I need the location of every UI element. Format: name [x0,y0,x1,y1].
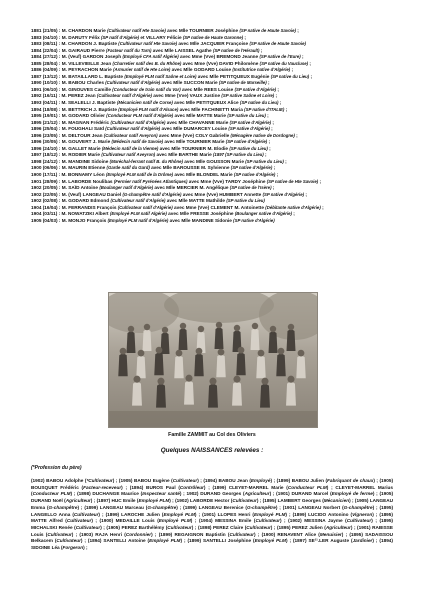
profession-note: (SP native d'Algérie) [233,172,276,178]
record-text: ; [267,145,271,151]
record-text: ; [267,139,271,145]
profession-note: (SP native d'Algérie) [228,126,270,132]
record-text: 1895 (19/01) : M. GODARD Olivier [31,113,107,119]
profession-note: (Cultivateur natif Aveyron) [101,152,156,158]
birth-record: 1902) DURAND Georges (Agriculteur) ; [186,491,277,497]
birth-record: (1894) SANTELLI Antoine (Employé PLM) ; [87,538,188,544]
record-text: avec Mlle MATTE Marie [173,113,228,119]
profession-note: (Cultivateur natif d'Algérie) [105,126,161,132]
record-text: 1904 (03/11) : M. NOWATZIKI Albert [31,211,110,217]
record-text: avec Mlle BLONDEL Marie [173,172,234,178]
profession-note: (SP native de Haute Savoie) [239,28,296,33]
profession-note: (Employé PLM natif d'Alsace) [118,106,179,112]
record-text: 1883 (08/11) : M. CHARDON J. Baptiste [31,41,119,47]
record-text: ; [318,178,322,184]
record-text: 1901 (28/09) : M. LABORDE Noulibas [31,178,114,184]
record-text: ; [291,211,295,217]
record-text: avec Mme (Vve) HUMBERT Annette [181,191,263,197]
birth-record: (1899) LANGEAU Marceau (G-champêtre) ; [84,504,184,510]
profession-note: (SP native d'Algérie) [230,165,273,171]
profession-note: (Boulanger native d'Algérie) [234,211,292,217]
birth-record: (1905) PEREZ Barthélémy (Cultivateur) ; [106,524,198,530]
profession-note: (Débitante native d'Algérie) [265,204,321,210]
record-text: 1904 (16/04) : M. FERRANDIS François [31,204,118,210]
record-text: avec Mlle MANDINE Sidonie [168,217,234,223]
profession-note: (Mécanicien natif de Corse) [116,100,173,106]
birth-record: (1900) RENAVENT Alice (Menuisier) ; [261,531,350,537]
record-text: 1893 (04/11) : M. SEALELLI J. Baptiste [31,100,117,106]
birth-record: (1900) MEDAILLE Louis (Employé PLM) ; [99,518,199,524]
record-text: 1897 (18/12) : M. RODIER Marie [31,152,102,158]
birth-record: (1895) LAMBERT Georges (Mécanicien) ; [262,498,355,504]
birth-record: (1898) DUCHANGE Maurice (Inspecteur santé) ; [77,491,187,497]
birth-record: (1903) RAJA Henri (Cordonnier) ; [79,531,159,537]
birth-record: (1895) MATTE Alfred (Cultivateur) ; [31,511,393,524]
profession-note: (SP native de Hte Savoie) [266,178,319,184]
profession-note: (SP native d'Algérie) [234,86,277,92]
profession-note: (Maréchal-ferrant natif B. du Rhône) [109,158,183,164]
record-text: ; [320,204,324,210]
profession-note: (SP native du Lieu) [227,113,266,119]
record-text: ; [275,172,279,178]
record-text: ; [271,185,275,191]
profession-note: (SP native d'ITALIE) [244,106,285,112]
profession-note: (Employé PLM natif Saône et Loire) [124,73,197,79]
profession-note: (Boulanger natif d'Algérie) [99,185,154,191]
record-text: 1902 (22/05) : M. (Veuf) LANGEAU Daniel [31,191,123,197]
record-text: ; [309,73,313,79]
record-text: avec Mme (Vve) DAVID Philomène [181,60,260,66]
record-text: avec Mlle PETITQUEUX Eugénie [196,73,271,79]
record-text: 1885 (28/04) : M. VILLEVIEILLE Jean [31,60,113,66]
profession-note: (SP native du Lieu) [239,100,279,106]
record-text: 1902 (02/08) : M. GODARD Edmond [31,198,111,204]
profession-note: (Employé PLM natif de la Drôme) [105,172,174,178]
profession-note: (Conducteur de train natif du Var) [112,86,181,92]
record-text: ; [276,86,279,92]
births-heading: Quelques NAISSANCES relevées : [160,447,264,454]
profession-note: (SP native du Vaucluse) [259,60,309,66]
profession-note: (Cultivateur natif d'Algérie) [110,198,166,204]
record-text: ; [269,126,273,132]
profession-note: (Employé PLM natif Algérie) [109,211,167,217]
profession-note: (Cultivateur natif Hte Savoie) [107,28,166,33]
profession-note: (SP native de Haute Garonne) [182,34,244,40]
record-text: avec Mme (Vve) VAUX Justine [151,93,222,99]
profession-note: (SP native de Marseille) [218,80,267,86]
record-text: avec Mlle GODARD Louise [170,67,233,73]
birth-record: (1899) CLEYET-MARREL Marie (Conducteur PLM) ; [212,484,336,490]
birth-record: (1898) PEREZ Claire (Cultivateur) ; [197,524,277,530]
profession-note: (Garde natif du Gard) [106,165,150,171]
births-note: (*Profession du père) [31,465,82,471]
profession-note: (SP native du Lieu) [270,73,310,79]
profession-note: (Fermier natif Pyrénées Atlantiques) [113,178,188,184]
profession-note: (1897 (SP native du Lieu) [213,152,264,158]
record-text: ; [300,54,304,60]
birth-record: (1894) BABOU Jean (Employé) ; [203,478,277,483]
family-photo-image [109,293,317,427]
record-text: ; [271,119,274,125]
record-text: 1884 (22/04) : M. GAIRAUD Pierre [31,47,107,53]
record-text: avec Mlle CHAVANNE Marie [165,119,230,125]
profession-note: (Cultivateur natif d'Algérie) [105,80,161,86]
record-text: ; [284,106,288,112]
birth-record: (1905) LANGEAU Emma (G-champêtre) ; [31,498,393,510]
birth-record: (1897) HUC Emile (Employé PLM) ; [96,498,176,504]
profession-note: (SP native du Lieu) [229,145,268,151]
birth-record: (1905) DURAND Noël (Agriculteur) ; [31,491,394,504]
record-text: ; [290,67,294,73]
birth-record: (1902) BABOU Adolphe (*Cultivateur) ; [31,478,119,483]
record-text: avec Mlle BARTHE Marie [155,152,213,158]
record-text: ; [263,152,267,158]
record-text: 1883 (04/10) : M. DARUTY Félix [31,34,101,40]
profession-note: (SP native de l'Isère) [229,185,272,191]
record-text: 1894 (18/08) : M. BETTRICH J. Baptiste [31,106,119,112]
record-text: 1895 (21/12) : M. MAGNAN Frédéric [31,119,111,125]
record-text: avec Mlle DUMARCEY Louise [160,126,229,132]
record-text: ; [304,191,307,197]
profession-note: (Cultivateur natif d'Algérie) [96,93,152,99]
birth-record: (1899) LAROCHE Julien (Employé PLM) ; [105,511,203,517]
record-text: et VILLARY Félicie [139,34,183,40]
profession-note: (Cultivateur natif d'Algérie) [117,204,173,210]
record-text: avec Mlle SUCCON Marie [160,80,219,86]
marriage-record [31,218,401,225]
profession-note: (SP native Saône et Loire) [221,93,275,99]
record-text: 1896 (30/05) : M. GOUVERT J. Marie [31,139,112,145]
record-text: 1900 (06/06) : M. MAURIN Etienne [31,165,107,171]
profession-note: (SP native du Lieu) [245,158,284,164]
profession-note: (SP native de Haute Savoie) [249,41,306,47]
birth-record: (1905) BABOU Eugène (Cultivateur) ; [118,478,204,483]
record-text: ; [274,93,278,99]
record-text: avec Mme (Vve) COLY Gabrielle [157,132,231,138]
birth-record: (1905) BOUSQUET Frédéric (Facteur-receveur) ; [31,478,394,490]
record-text: avec Mlle REES Louise [180,86,235,92]
profession-note: (SP native du Lieu) [226,198,265,204]
record-text: ; [283,158,287,164]
profession-note: (G-champêtre natif d'Algérie) [122,191,182,197]
record-text: 1891 (06/10) : M. GINOUVES Camille [31,86,113,92]
record-text: ; [308,60,311,66]
birth-record: (1899) LUCIDO Antonino (Vigneron) ; [292,511,380,517]
record-text: avec Mlle PETITQUEUX Alice [172,100,240,106]
birth-record: (1899) SANTELLI Joséphine (Employé PLM) ; [187,538,293,544]
profession-note: (Cultivateur natif Aveyron) [103,132,158,138]
record-text: 1896 (24/10) : M. GALLET Marie [31,145,102,151]
birth-record: (1895) LANGELLO Anna (Cultivateur) ; [31,504,394,517]
birth-record: CLEYET-MARREL Marius (Conducteur PLM) ; [31,484,393,497]
profession-note: (Employé CFA natif Algérie) [122,54,179,60]
record-text: 1902 (20/05) : M. SAÏD Antoine [31,185,100,191]
profession-note: (Cultivateur natif d'Algérie) [110,119,166,125]
record-text: 1884 (27/12) : M. (Veuf) GARDON Joseph [31,54,123,60]
record-text: avec Mme (Vve) TARDY Joséphine [187,178,267,184]
record-text: ; [295,28,299,33]
profession-note: (Charretier natif des B. du Rhône) [112,60,182,66]
record-text: 1881 (21/05) : M. CHARDON Marie [31,28,108,33]
record-text: avec Mlle GOUSSON Marie [182,158,246,164]
record-text: avec Mme (Vve) CLEMENT M. Antoinette [172,204,266,210]
profession-note: (SP native de l'Eure) [259,54,301,60]
birth-record: (1899) BABOU Julien (Fabriquant de chaux) ; [276,478,380,483]
record-text: avec Mlle JACQUIER Françoise [177,41,250,47]
record-text: avec Mlle TOURNIER Marie [163,139,226,145]
photo-caption: Famille ZAMMIT au Col des Oliviers [168,432,256,438]
birth-record: (1902) MESSINA Jayme (Cultivateur) ; [288,518,380,524]
record-text: ; [294,132,298,138]
birth-record: (1894) BUROS Paul (Contrôleur) ; [129,484,213,490]
birth-record: (1901) RABISSE Louis (Cultivateur) ; [31,524,393,537]
birth-record: (1894) SIDOINE Léa (Forgeron) ; [31,538,393,551]
record-text: avec Mlle LAISSEL Agathe [151,47,213,53]
record-text: ; [266,80,270,86]
profession-note: (SP native d'Algérie) [225,139,268,145]
profession-note: (Médecin natif de la Vienne) [101,145,159,151]
profession-note: (SP native de l'Hérault) [212,47,260,53]
birth-record: (1897) SE¹¹.LER Auguste (Jardinier) ; [292,538,380,544]
record-text: avec Mlle MERCIER M. Angélique [153,185,230,191]
record-text: 1900 (17/11) : M. BONNAMY Léon [31,172,106,178]
profession-note: (Médecin natif de Savoie) [111,139,164,145]
marriage-records-list [31,28,401,224]
birth-record: (1895) SADAISSOU Belkacem (Cultivateur) ; [31,531,394,544]
record-text: avec Mlle MATTE Mathilde [165,198,227,204]
profession-note: (Employé PLM natif d'Algérie) [107,217,169,223]
profession-note: (Institutrice native d'Algérie) [232,67,291,73]
record-text: 1887 (13/12) : M. BATAILLARD L. Baptiste [31,73,125,79]
family-photograph [108,292,318,428]
birth-record: (1902) LABORDE Hector (Cultivateur) ; [175,498,263,504]
record-text: 1905 (04/03) : M. MONJO François [31,217,108,223]
record-text: 1886 (04/09) : M. PEYRACHON Marie [31,67,114,73]
birth-record: (1901) LLOPES Henri (Employé PLM) ; [202,511,293,517]
profession-note: (SP native d'Algérie) [229,119,272,125]
record-text: avec Mlle TOURNIER M. Elodie [158,145,230,151]
profession-note: (SP native d'Algérie) [233,217,275,223]
profession-note: (Cultivateur natif Hte Savoie) [118,41,178,47]
record-text: avec Mlle TOURNIER Joséphine [165,28,240,33]
record-text: ; [259,47,263,53]
record-text: 1892 (16/11) : M. PEREZ Jean [31,93,97,99]
birth-record: (1899) LANGEAU Berenice (G-champêtre) ; [183,504,283,510]
profession-note: (Ménagère native de Dordogne) [230,132,295,138]
profession-note: (Conducteur PLM natif d'Algérie) [106,113,174,119]
birth-record: (1895) MICHALSKI Renée (Cultivateur) ; [31,518,393,530]
birth-record: (1904) MESSINA Emile (Cultivateur) ; [199,518,289,524]
record-text: avec Mlle BAROUSSE M. Sylvienne [149,165,231,171]
profession-note: (Armurier natif de Hte Loire) [113,67,171,73]
record-text: avec Mlle FACHINETTI Maria [178,106,245,112]
profession-note: (SP natif d'Algérie) [101,34,140,40]
record-text: avec Mme (Vve) BREMOND Jeanne [178,54,260,60]
record-text: ; [243,34,246,40]
record-text: 1896 (25/04) : M. FOUGHALI Saïd [31,126,106,132]
birth-records-paragraph [31,478,393,552]
birth-record: (1901) LANGEAU Norbert (G-champêtre) ; [282,504,380,510]
birth-record: (1895) PEREZ Julien (Agriculteur) ; [276,524,358,530]
birth-record: (1901) DURAND Marcel (Employé de ferme) ; [276,491,380,497]
record-text: 1898 (24/12) : M. MANDINE Sidoine [31,158,110,164]
record-text: 1896 (23/05) : M. DELTOUR Jean [31,132,104,138]
profession-note: (SP native d'Algérie) [262,191,305,197]
birth-record: (1899) REGAIGNON Baptistin (Cultivateur) ; [158,531,262,537]
record-text: ; [265,113,269,119]
record-text: 1890 (10/10) : M. BABOU Charles [31,80,106,86]
record-text: ; [278,100,282,106]
record-text: ; [272,165,276,171]
profession-note: (Facteur natif du Tarn) [106,47,152,53]
record-text: avec Mlle FRESSE Joséphine [166,211,235,217]
